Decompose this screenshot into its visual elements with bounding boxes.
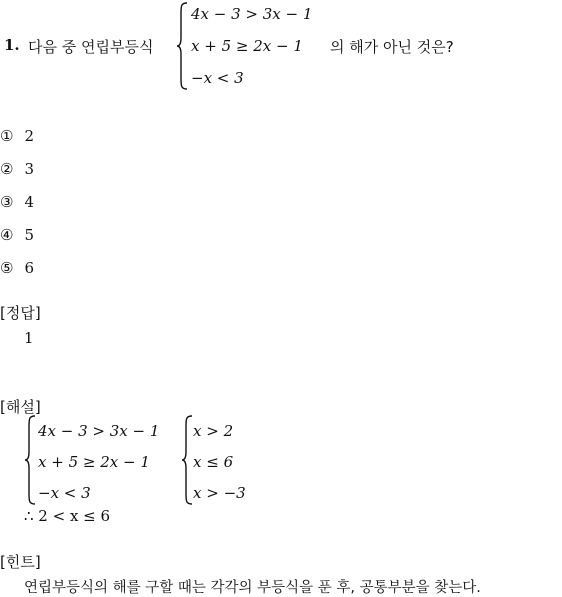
choice-3[interactable] <box>0 192 34 211</box>
left-brace-question <box>176 2 188 90</box>
hint-label: [힌트] <box>0 553 41 571</box>
choice-4[interactable] <box>0 225 34 244</box>
answer-label: [정답] <box>0 304 41 322</box>
choice-value: 2 <box>24 127 35 145</box>
question-ineq-1: 4x − 3 > 3x − 1 <box>191 5 313 23</box>
explanation-right-ineq-1: x > 2 <box>193 422 234 440</box>
explanation-left-ineq-3: −x < 3 <box>38 484 91 502</box>
choice-mark: ② <box>0 160 14 178</box>
right-brace-explanation <box>181 415 193 505</box>
question-ineq-3: −x < 3 <box>191 69 244 87</box>
choice-mark: ⑤ <box>0 259 14 277</box>
choice-value: 5 <box>24 226 35 244</box>
choice-mark: ④ <box>0 226 14 244</box>
explanation-right-ineq-2: x ≤ 6 <box>193 453 234 471</box>
choice-value: 4 <box>24 193 35 211</box>
hint-text: 연립부등식의 해를 구할 때는 각각의 부등식을 푼 후, 공통부분을 찾는다. <box>24 580 481 596</box>
explanation-conclusion: ∴ 2 < x ≤ 6 <box>24 507 111 525</box>
left-brace-explanation <box>24 415 36 505</box>
question-prefix: 다음 중 연립부등식 <box>28 38 154 56</box>
explanation-right-ineq-3: x > −3 <box>193 484 246 502</box>
explanation-left-ineq-2: x + 5 ≥ 2x − 1 <box>38 453 150 471</box>
choice-2[interactable] <box>0 159 34 178</box>
choice-value: 3 <box>24 160 35 178</box>
choice-mark: ③ <box>0 193 14 211</box>
question-number: 1. <box>4 36 20 54</box>
choice-value: 6 <box>24 259 35 277</box>
choice-mark: ① <box>0 127 14 145</box>
answer-value: 1 <box>24 329 34 347</box>
question-suffix: 의 해가 아닌 것은? <box>330 38 454 56</box>
explanation-label: [해설] <box>0 398 41 416</box>
choice-5[interactable] <box>0 258 34 277</box>
question-ineq-2: x + 5 ≥ 2x − 1 <box>191 37 303 55</box>
explanation-left-ineq-1: 4x − 3 > 3x − 1 <box>38 422 160 440</box>
choice-1[interactable] <box>0 126 34 145</box>
